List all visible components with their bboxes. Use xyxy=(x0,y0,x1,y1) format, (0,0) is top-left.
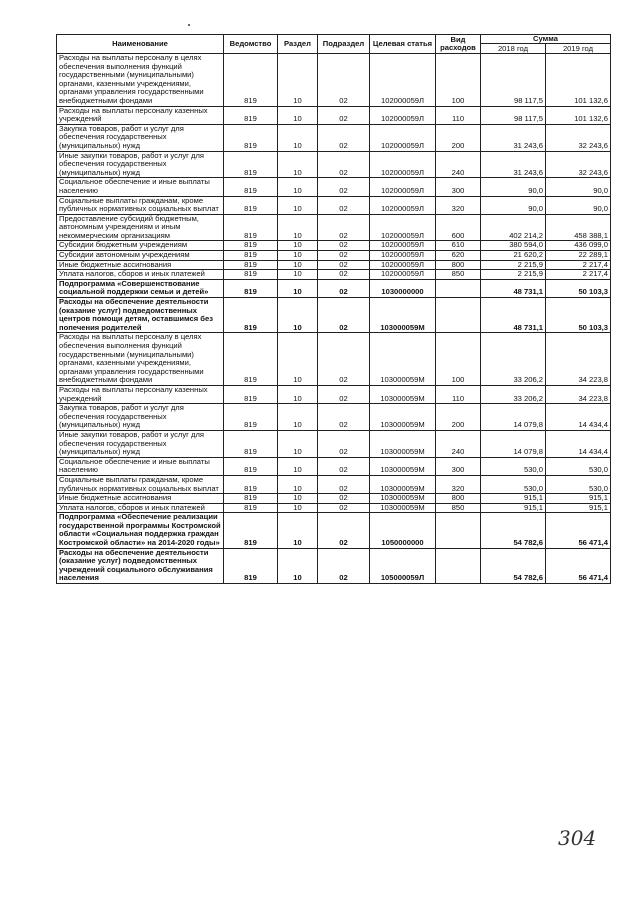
row-value-2018: 33 206,2 xyxy=(481,385,546,403)
row-exptype: 800 xyxy=(436,494,481,504)
row-dept: 819 xyxy=(224,513,278,548)
table-row xyxy=(57,385,611,403)
col-header-exptype: Вид расходов xyxy=(436,35,481,54)
row-name: Субсидии автономным учреждениям xyxy=(57,251,224,261)
table-row xyxy=(57,106,611,124)
row-target: 103000059М xyxy=(370,333,436,386)
table-row xyxy=(57,151,611,178)
table-row xyxy=(57,548,611,583)
header-row xyxy=(57,35,611,44)
row-name: Расходы на обеспечение деятельности (оказание услуг) подведомственных центров помощи детям, оставшимся без попечения родителей xyxy=(57,298,224,333)
row-value-2019: 2 217,4 xyxy=(546,260,611,270)
row-dept: 819 xyxy=(224,106,278,124)
row-target: 103000059М xyxy=(370,385,436,403)
row-section: 10 xyxy=(278,503,318,513)
row-name: Субсидии бюджетным учреждениям xyxy=(57,241,224,251)
row-value-2019: 458 388,1 xyxy=(546,214,611,241)
row-dept: 819 xyxy=(224,279,278,297)
table-row xyxy=(57,178,611,196)
table-row xyxy=(57,494,611,504)
table-row xyxy=(57,270,611,280)
row-section: 10 xyxy=(278,279,318,297)
row-name: Предоставление субсидий бюджетным, автономным учреждениям и иным некоммерческим организациям xyxy=(57,214,224,241)
row-subsection: 02 xyxy=(318,124,370,151)
row-target: 102000059Л xyxy=(370,241,436,251)
row-name: Уплата налогов, сборов и иных платежей xyxy=(57,270,224,280)
row-value-2019: 90,0 xyxy=(546,196,611,214)
row-value-2018: 90,0 xyxy=(481,196,546,214)
row-exptype: 200 xyxy=(436,404,481,431)
row-target: 102000059Л xyxy=(370,54,436,107)
row-section: 10 xyxy=(278,385,318,403)
row-exptype: 800 xyxy=(436,260,481,270)
row-exptype: 300 xyxy=(436,178,481,196)
row-value-2018: 14 079,8 xyxy=(481,430,546,457)
row-target: 103000059М xyxy=(370,475,436,493)
budget-table xyxy=(56,34,611,584)
row-section: 10 xyxy=(278,214,318,241)
row-exptype: 240 xyxy=(436,430,481,457)
row-dept: 819 xyxy=(224,214,278,241)
row-value-2019: 50 103,3 xyxy=(546,279,611,297)
row-value-2018: 98 117,5 xyxy=(481,106,546,124)
row-value-2019: 101 132,6 xyxy=(546,54,611,107)
row-target: 102000059Л xyxy=(370,196,436,214)
table-row xyxy=(57,54,611,107)
row-name: Иные закупки товаров, работ и услуг для обеспечения государственных (муниципальных) нужд xyxy=(57,430,224,457)
row-target: 102000059Л xyxy=(370,124,436,151)
row-name: Расходы на выплаты персоналу казенных учреждений xyxy=(57,385,224,403)
row-section: 10 xyxy=(278,457,318,475)
table-row xyxy=(57,430,611,457)
row-section: 10 xyxy=(278,513,318,548)
row-target: 103000059М xyxy=(370,430,436,457)
table-body xyxy=(57,54,611,584)
row-target: 102000059Л xyxy=(370,251,436,261)
row-section: 10 xyxy=(278,494,318,504)
row-section: 10 xyxy=(278,106,318,124)
row-subsection: 02 xyxy=(318,251,370,261)
row-name: Социальные выплаты гражданам, кроме публичных нормативных социальных выплат xyxy=(57,475,224,493)
row-value-2018: 915,1 xyxy=(481,494,546,504)
row-section: 10 xyxy=(278,475,318,493)
row-exptype xyxy=(436,513,481,548)
col-header-sum: Сумма xyxy=(481,35,611,44)
row-dept: 819 xyxy=(224,475,278,493)
row-name: Социальные выплаты гражданам, кроме публичных нормативных социальных выплат xyxy=(57,196,224,214)
row-target: 102000059Л xyxy=(370,270,436,280)
row-dept: 819 xyxy=(224,178,278,196)
row-subsection: 02 xyxy=(318,54,370,107)
row-name: Подпрограмма «Обеспечение реализации государственной программы Костромской области «Социальная поддержка граждан Костромской области» на 2014-2020 годы» xyxy=(57,513,224,548)
row-subsection: 02 xyxy=(318,106,370,124)
row-value-2019: 22 289,1 xyxy=(546,251,611,261)
row-value-2018: 31 243,6 xyxy=(481,124,546,151)
row-subsection: 02 xyxy=(318,270,370,280)
row-value-2019: 14 434,4 xyxy=(546,430,611,457)
row-value-2018: 530,0 xyxy=(481,457,546,475)
row-subsection: 02 xyxy=(318,151,370,178)
table-row xyxy=(57,196,611,214)
table-row xyxy=(57,513,611,548)
row-value-2018: 915,1 xyxy=(481,503,546,513)
row-value-2018: 31 243,6 xyxy=(481,151,546,178)
row-value-2019: 90,0 xyxy=(546,178,611,196)
row-target: 103000059М xyxy=(370,494,436,504)
row-value-2018: 530,0 xyxy=(481,475,546,493)
row-dept: 819 xyxy=(224,385,278,403)
row-exptype: 620 xyxy=(436,251,481,261)
row-target: 103000059М xyxy=(370,457,436,475)
row-dept: 819 xyxy=(224,503,278,513)
col-header-2018: 2018 год xyxy=(481,44,546,54)
row-name: Расходы на выплаты персоналу в целях обеспечения выполнения функций государственными (муниципальными) органами, казенными учреждениями, органами управления государственными внебюджетными фондами xyxy=(57,333,224,386)
row-value-2019: 32 243,6 xyxy=(546,124,611,151)
row-value-2018: 402 214,2 xyxy=(481,214,546,241)
row-value-2018: 21 620,2 xyxy=(481,251,546,261)
col-header-section: Раздел xyxy=(278,35,318,54)
row-value-2018: 48 731,1 xyxy=(481,279,546,297)
row-exptype: 200 xyxy=(436,124,481,151)
row-section: 10 xyxy=(278,241,318,251)
table-row xyxy=(57,475,611,493)
row-dept: 819 xyxy=(224,124,278,151)
row-dept: 819 xyxy=(224,196,278,214)
col-header-name: Наименование xyxy=(57,35,224,54)
row-dept: 819 xyxy=(224,494,278,504)
row-exptype: 850 xyxy=(436,270,481,280)
row-exptype: 100 xyxy=(436,333,481,386)
row-name: Расходы на выплаты персоналу казенных учреждений xyxy=(57,106,224,124)
row-subsection: 02 xyxy=(318,494,370,504)
row-subsection: 02 xyxy=(318,475,370,493)
table-row xyxy=(57,279,611,297)
row-dept: 819 xyxy=(224,548,278,583)
row-name: Расходы на выплаты персоналу в целях обеспечения выполнения функций государственными (муниципальными) органами, казенными учреждениями, органами управления государственными внебюджетными фондами xyxy=(57,54,224,107)
row-name: Социальное обеспечение и иные выплаты населению xyxy=(57,457,224,475)
row-target: 1050000000 xyxy=(370,513,436,548)
row-value-2019: 915,1 xyxy=(546,503,611,513)
row-value-2019: 530,0 xyxy=(546,475,611,493)
page-number: 304 xyxy=(558,826,597,850)
scan-mark xyxy=(188,24,190,26)
row-value-2018: 33 206,2 xyxy=(481,333,546,386)
row-section: 10 xyxy=(278,298,318,333)
row-exptype: 300 xyxy=(436,457,481,475)
row-value-2019: 50 103,3 xyxy=(546,298,611,333)
row-value-2019: 14 434,4 xyxy=(546,404,611,431)
row-name: Расходы на обеспечение деятельности (оказание услуг) подведомственных учреждений социального обслуживания населения xyxy=(57,548,224,583)
row-target: 105000059Л xyxy=(370,548,436,583)
row-name: Закупка товаров, работ и услуг для обеспечения государственных (муниципальных) нужд xyxy=(57,404,224,431)
row-name: Закупка товаров, работ и услуг для обеспечения государственных (муниципальных) нужд xyxy=(57,124,224,151)
row-subsection: 02 xyxy=(318,457,370,475)
row-value-2019: 530,0 xyxy=(546,457,611,475)
row-subsection: 02 xyxy=(318,385,370,403)
table-row xyxy=(57,457,611,475)
row-value-2019: 32 243,6 xyxy=(546,151,611,178)
row-target: 102000059Л xyxy=(370,260,436,270)
row-name: Социальное обеспечение и иные выплаты населению xyxy=(57,178,224,196)
row-dept: 819 xyxy=(224,404,278,431)
row-subsection: 02 xyxy=(318,548,370,583)
row-exptype: 100 xyxy=(436,54,481,107)
row-target: 102000059Л xyxy=(370,214,436,241)
row-value-2019: 34 223,8 xyxy=(546,385,611,403)
row-dept: 819 xyxy=(224,251,278,261)
row-value-2019: 34 223,8 xyxy=(546,333,611,386)
col-header-target: Целевая статья xyxy=(370,35,436,54)
row-value-2019: 915,1 xyxy=(546,494,611,504)
row-value-2018: 90,0 xyxy=(481,178,546,196)
row-dept: 819 xyxy=(224,333,278,386)
row-dept: 819 xyxy=(224,54,278,107)
row-target: 1030000000 xyxy=(370,279,436,297)
col-header-subsection: Подраздел xyxy=(318,35,370,54)
row-exptype xyxy=(436,298,481,333)
row-subsection: 02 xyxy=(318,241,370,251)
row-exptype: 110 xyxy=(436,385,481,403)
row-dept: 819 xyxy=(224,241,278,251)
row-name: Иные бюджетные ассигнования xyxy=(57,494,224,504)
row-section: 10 xyxy=(278,548,318,583)
row-value-2018: 54 782,6 xyxy=(481,548,546,583)
table-row xyxy=(57,251,611,261)
table-row xyxy=(57,298,611,333)
row-section: 10 xyxy=(278,54,318,107)
row-value-2019: 436 099,0 xyxy=(546,241,611,251)
row-dept: 819 xyxy=(224,430,278,457)
row-section: 10 xyxy=(278,260,318,270)
row-exptype: 320 xyxy=(436,196,481,214)
row-exptype: 110 xyxy=(436,106,481,124)
row-dept: 819 xyxy=(224,260,278,270)
table-row xyxy=(57,333,611,386)
row-subsection: 02 xyxy=(318,279,370,297)
row-target: 102000059Л xyxy=(370,178,436,196)
row-subsection: 02 xyxy=(318,298,370,333)
row-dept: 819 xyxy=(224,457,278,475)
row-name: Иные бюджетные ассигнования xyxy=(57,260,224,270)
row-value-2018: 14 079,8 xyxy=(481,404,546,431)
row-dept: 819 xyxy=(224,270,278,280)
row-target: 102000059Л xyxy=(370,106,436,124)
row-subsection: 02 xyxy=(318,214,370,241)
row-subsection: 02 xyxy=(318,260,370,270)
row-section: 10 xyxy=(278,251,318,261)
col-header-dept: Ведомство xyxy=(224,35,278,54)
row-value-2019: 56 471,4 xyxy=(546,513,611,548)
table-row xyxy=(57,214,611,241)
col-header-2019: 2019 год xyxy=(546,44,611,54)
row-subsection: 02 xyxy=(318,178,370,196)
row-value-2018: 98 117,5 xyxy=(481,54,546,107)
row-exptype xyxy=(436,279,481,297)
row-target: 103000059М xyxy=(370,298,436,333)
row-value-2019: 101 132,6 xyxy=(546,106,611,124)
table-row xyxy=(57,124,611,151)
row-section: 10 xyxy=(278,404,318,431)
row-subsection: 02 xyxy=(318,196,370,214)
row-value-2018: 54 782,6 xyxy=(481,513,546,548)
row-subsection: 02 xyxy=(318,333,370,386)
row-value-2019: 2 217,4 xyxy=(546,270,611,280)
row-exptype: 320 xyxy=(436,475,481,493)
row-target: 103000059М xyxy=(370,503,436,513)
row-section: 10 xyxy=(278,196,318,214)
row-section: 10 xyxy=(278,124,318,151)
row-name: Уплата налогов, сборов и иных платежей xyxy=(57,503,224,513)
row-section: 10 xyxy=(278,270,318,280)
row-section: 10 xyxy=(278,151,318,178)
row-target: 103000059М xyxy=(370,404,436,431)
row-subsection: 02 xyxy=(318,513,370,548)
row-exptype xyxy=(436,548,481,583)
row-target: 102000059Л xyxy=(370,151,436,178)
row-value-2018: 2 215,9 xyxy=(481,260,546,270)
table-row xyxy=(57,404,611,431)
row-section: 10 xyxy=(278,333,318,386)
row-subsection: 02 xyxy=(318,430,370,457)
row-section: 10 xyxy=(278,430,318,457)
row-section: 10 xyxy=(278,178,318,196)
row-value-2018: 48 731,1 xyxy=(481,298,546,333)
row-value-2018: 2 215,9 xyxy=(481,270,546,280)
row-exptype: 600 xyxy=(436,214,481,241)
row-name: Подпрограмма «Совершенствование социальной поддержки семьи и детей» xyxy=(57,279,224,297)
row-subsection: 02 xyxy=(318,404,370,431)
row-dept: 819 xyxy=(224,298,278,333)
row-name: Иные закупки товаров, работ и услуг для обеспечения государственных (муниципальных) нужд xyxy=(57,151,224,178)
row-exptype: 240 xyxy=(436,151,481,178)
row-exptype: 850 xyxy=(436,503,481,513)
row-dept: 819 xyxy=(224,151,278,178)
row-value-2018: 380 594,0 xyxy=(481,241,546,251)
row-value-2019: 56 471,4 xyxy=(546,548,611,583)
row-exptype: 610 xyxy=(436,241,481,251)
row-subsection: 02 xyxy=(318,503,370,513)
